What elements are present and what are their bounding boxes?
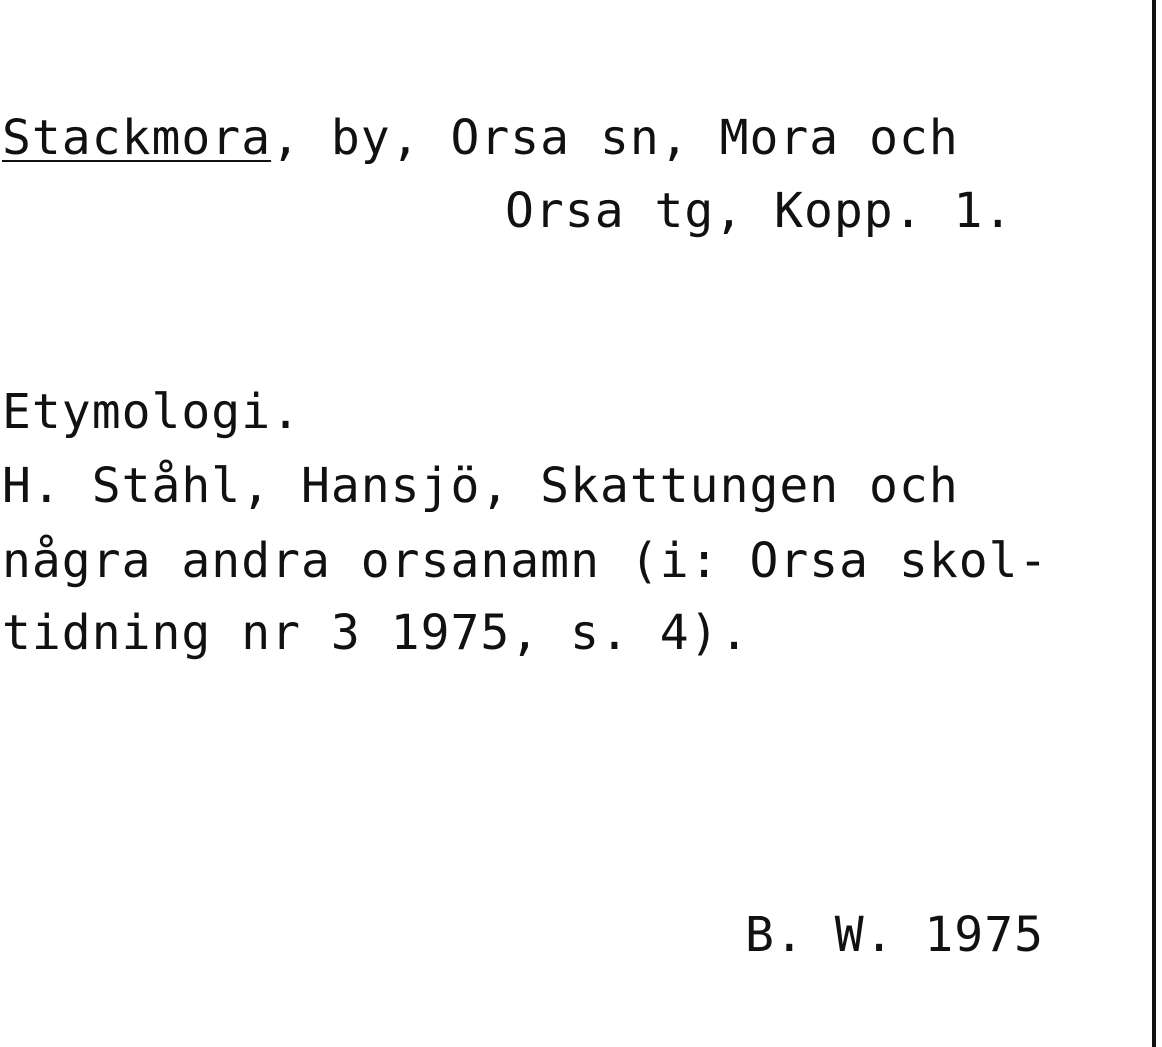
reference-line-1: H. Ståhl, Hansjö, Skattungen och xyxy=(2,458,959,514)
heading-line-2: Orsa tg, Kopp. 1. xyxy=(505,183,1014,239)
reference-line-3: tidning nr 3 1975, s. 4). xyxy=(2,605,750,661)
headword: Stackmora xyxy=(2,110,272,166)
card-edge-rule xyxy=(1152,0,1156,1047)
reference-line-2: några andra orsanamn (i: Orsa skol- xyxy=(2,533,1049,589)
section-title: Etymologi. xyxy=(2,384,301,440)
signature: B. W. 1975 xyxy=(745,907,1044,963)
heading-line-1-rest: , by, Orsa sn, Mora och xyxy=(271,110,959,166)
heading-line-1 xyxy=(2,110,959,166)
